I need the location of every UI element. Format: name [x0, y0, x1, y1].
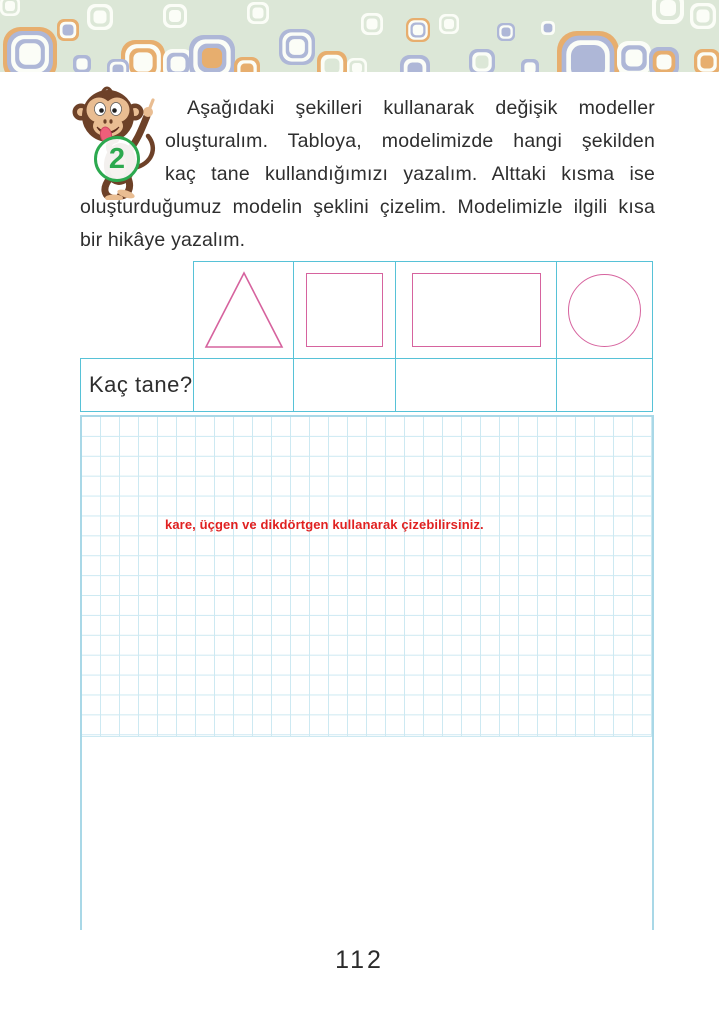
shape-cell-square [293, 261, 395, 358]
answer-row [80, 358, 655, 412]
hint-text: kare, üçgen ve dikdörtgen kullanarak çizebilirsiniz. [165, 517, 484, 532]
page-number: 112 [335, 946, 384, 974]
instruction-text [80, 92, 655, 257]
instruction-line: oluşturalım. Tabloya, modelimizde hangi şekilden [165, 130, 655, 152]
rectangle-shape [412, 273, 541, 347]
square-shape [306, 273, 383, 347]
drawing-workspace [80, 415, 654, 930]
banner-pattern [0, 0, 719, 72]
decorative-banner [0, 0, 719, 72]
shapes-row [193, 261, 655, 358]
answer-cell-triangle [193, 358, 293, 412]
grid-drawing-area [82, 417, 652, 737]
instruction-line: bir hikâye yazalım. [80, 229, 246, 251]
triangle-shape [203, 270, 285, 350]
shapes-table [80, 261, 655, 412]
shape-cell-triangle [193, 261, 293, 358]
instruction-line: Aşağıdaki şekilleri kullanarak değişik modeller [187, 97, 655, 119]
story-writing-area [82, 737, 652, 930]
answer-cell-circle [556, 358, 653, 412]
answer-cell-square [293, 358, 395, 412]
shape-cell-circle [556, 261, 653, 358]
shape-cell-rectangle [395, 261, 556, 358]
circle-shape [568, 274, 641, 347]
answer-cell-rectangle [395, 358, 556, 412]
row-label: Kaç tane? [80, 358, 193, 412]
exercise-number-badge: 2 [94, 136, 140, 182]
instruction-line: kaç tane kullandığımızı yazalım. Alttaki kısma ise [165, 163, 655, 185]
instruction-line: oluşturduğumuz modelin şeklini çizelim. Modelimizle ilgili kısa [80, 196, 655, 218]
